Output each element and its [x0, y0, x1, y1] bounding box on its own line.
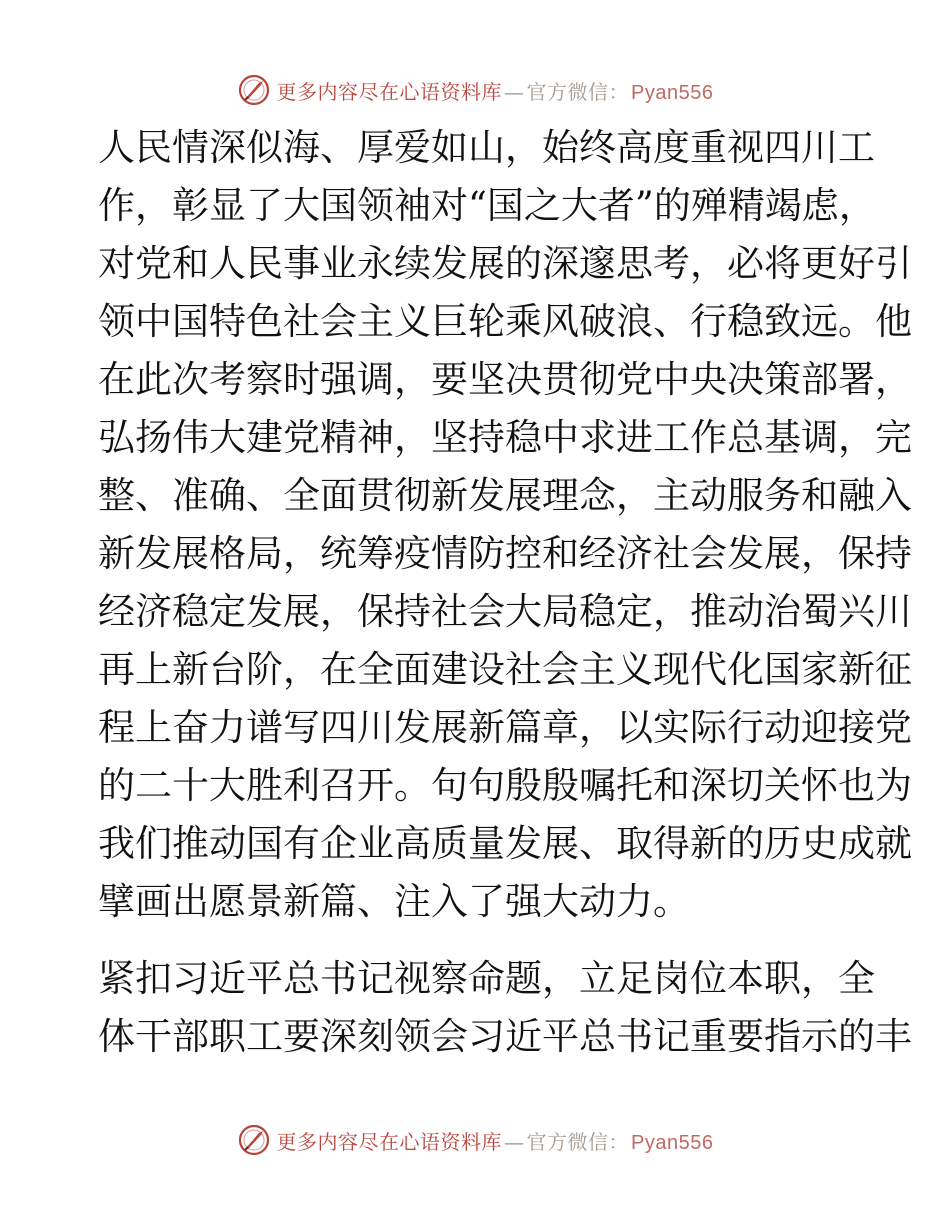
quill-pen-logo-icon	[237, 73, 271, 107]
body-line: 领中国特色社会主义巨轮乘风破浪、行稳致远。他	[98, 300, 912, 343]
footer-banner-text	[277, 1126, 714, 1155]
body-line: 程上奋力谱写四川发展新篇章，以实际行动迎接党	[98, 706, 912, 749]
body-line: 再上新台阶，在全面建设社会主义现代化国家新征	[98, 648, 912, 691]
footer-banner-lead: 更多内容尽在心语资料库	[276, 1129, 503, 1154]
header-banner-wechat-id: Pyan556	[631, 81, 714, 104]
header-banner	[0, 70, 950, 110]
body-line: 对党和人民事业永续发展的深邃思考，必将更好引	[98, 242, 912, 285]
body-line: 体干部职工要深刻领会习近平总书记重要指示的丰	[98, 1015, 912, 1058]
body-line: 擘画出愿景新篇、注入了强大动力。	[98, 880, 690, 923]
header-banner-lead: 更多内容尽在心语资料库	[276, 79, 503, 104]
body-line: 新发展格局，统筹疫情防控和经济社会发展，保持	[98, 532, 912, 575]
body-line: 的二十大胜利召开。句句殷殷嘱托和深切关怀也为	[98, 764, 912, 807]
header-banner-text	[277, 76, 714, 105]
body-line: 在此次考察时强调，要坚决贯彻党中央决策部署，	[98, 358, 912, 401]
body-line: 经济稳定发展，保持社会大局稳定，推动治蜀兴川	[98, 590, 912, 633]
footer-banner-wechat-id: Pyan556	[631, 1131, 714, 1154]
body-line: 紧扣习近平总书记视察命题，立足岗位本职，全	[98, 957, 875, 1000]
header-banner-wechat-label: 官方微信：	[526, 79, 630, 104]
body-line: 弘扬伟大建党精神，坚持稳中求进工作总基调，完	[98, 416, 912, 459]
header-banner-dash: —	[504, 79, 525, 104]
body-line: 我们推动国有企业高质量发展、取得新的历史成就	[98, 822, 912, 865]
body-line: 人民情深似海、厚爱如山，始终高度重视四川工	[98, 126, 875, 169]
footer-banner-dash: —	[504, 1129, 525, 1154]
footer-banner-wechat-label: 官方微信：	[526, 1129, 630, 1154]
quill-pen-logo-icon	[237, 1123, 271, 1157]
body-line: 整、准确、全面贯彻新发展理念，主动服务和融入	[98, 474, 912, 517]
body-line: 作，彰显了大国领袖对“国之大者”的殚精竭虑，	[98, 184, 876, 227]
footer-banner	[0, 1120, 950, 1160]
